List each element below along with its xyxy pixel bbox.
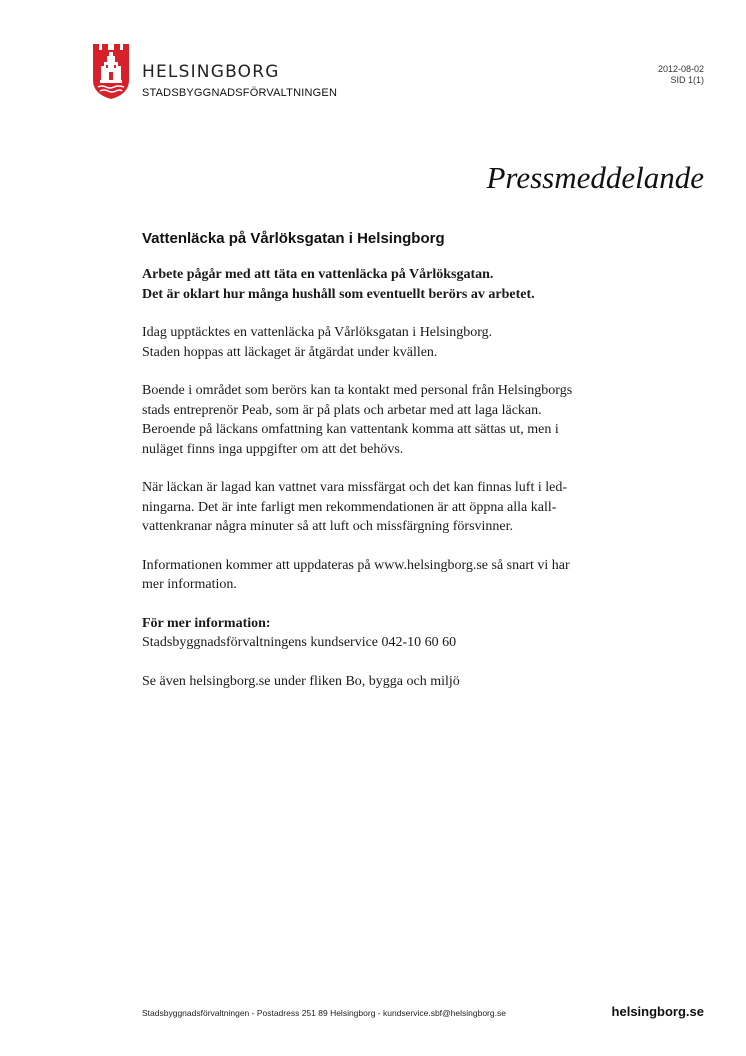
lead-line: Arbete pågår med att täta en vattenläcka på Vårlöksgatan.: [142, 267, 494, 282]
document-date: 2012-08-02: [657, 64, 704, 74]
body-paragraph-4: [142, 556, 612, 595]
body-paragraph-3: [142, 478, 612, 537]
text-line: stads entreprenör Peab, som är på plats och arbetar med att laga läckan.: [142, 402, 542, 418]
text-line: nuläget finns inga uppgifter om att det behövs.: [142, 441, 404, 457]
see-also-line: Se även helsingborg.se under fliken Bo, bygga och miljö: [142, 673, 460, 689]
headline: Vattenläcka på Vårlöksgatan i Helsingborg: [142, 230, 445, 247]
page-number: SID 1(1): [670, 75, 704, 85]
text-line: Beroende på läckans omfattning kan vattentank komma att sättas ut, men i: [142, 422, 559, 437]
contact-heading: För mer information:: [142, 615, 271, 631]
see-also: [142, 672, 612, 692]
footer-website: helsingborg.se: [611, 1004, 704, 1019]
contact-line: Stadsbyggnadsförvaltningens kundservice 042-10 60 60: [142, 635, 457, 650]
document-type: Pressmeddelande: [486, 160, 704, 195]
text-line: När läckan är lagad kan vattnet vara missfärgat och det kan finnas luft i led-: [142, 480, 568, 495]
text-line: Staden hoppas att läckaget är åtgärdat under kvällen.: [142, 344, 438, 360]
text-line: Boende i området som berörs kan ta kontakt med personal från Helsingborgs: [142, 383, 573, 398]
body-paragraph-2: [142, 381, 612, 459]
press-release-body: [142, 230, 612, 710]
lead-paragraph: [142, 265, 612, 304]
footer-address: Stadsbyggnadsförvaltningen - Postadress 251 89 Helsingborg - kundservice.sbf@helsingborg.se: [142, 1008, 506, 1018]
body-paragraph-1: [142, 323, 612, 362]
text-line: mer information.: [142, 577, 237, 592]
document-meta: [658, 64, 704, 86]
text-line: ningarna. Det är inte farligt men rekommendationen är att öppna alla kall-: [142, 499, 557, 515]
lead-line: Det är oklart hur många hushåll som eventuellt berörs av arbetet.: [142, 286, 535, 302]
text-line: vattenkranar några minuter så att luft och missfärgning försvinner.: [142, 519, 514, 534]
org-name: HELSINGBORG: [142, 62, 280, 82]
text-line: Idag upptäcktes en vattenläcka på Vårlöksgatan i Helsingborg.: [142, 325, 493, 340]
city-crest-icon: [92, 44, 130, 100]
letterhead-logo: [92, 44, 392, 104]
department-name: STADSBYGGNADSFÖRVALTNINGEN: [142, 87, 338, 99]
contact-info: [142, 614, 612, 653]
text-line: Informationen kommer att uppdateras på www.helsingborg.se så snart vi har: [142, 557, 570, 573]
page-footer: [142, 1004, 704, 1024]
